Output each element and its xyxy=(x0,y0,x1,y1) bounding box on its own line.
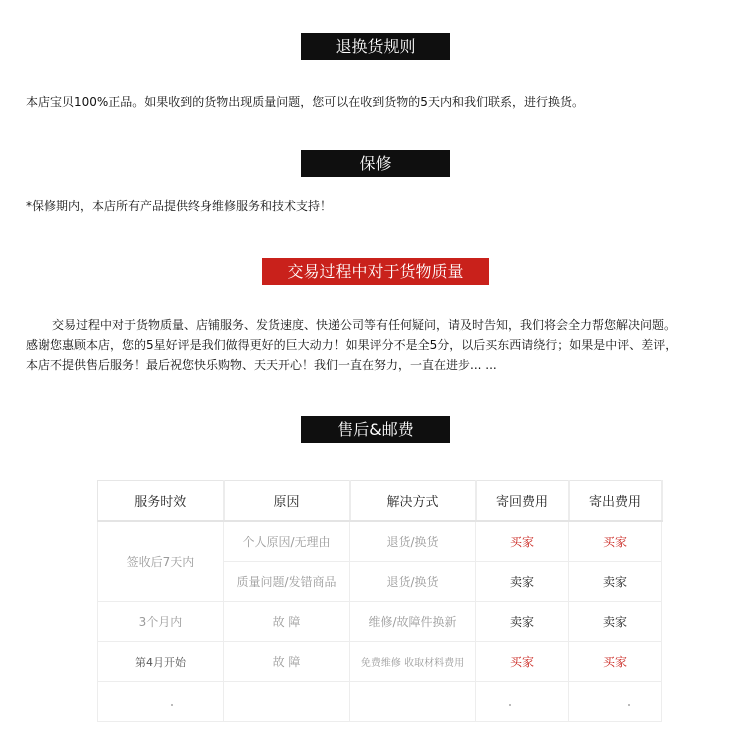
table-row xyxy=(98,642,662,682)
returns-title: 退换货规则 xyxy=(335,37,416,56)
cell-return-fee: 卖家 xyxy=(476,602,569,642)
cell-solution: 退货/换货 xyxy=(350,521,476,562)
table-row xyxy=(98,602,662,642)
dot-mark xyxy=(509,704,511,706)
aftersales-title: 售后&邮费 xyxy=(337,420,414,439)
quality-line-1: 交易过程中对于货物质量、店铺服务、发货速度、快递公司等有任何疑问，请及时告知，我们将会全力帮您解决问题。 xyxy=(52,318,677,332)
cell-ship-fee: 卖家 xyxy=(569,602,662,642)
cell-period: 签收后7天内 xyxy=(98,521,224,602)
cell-period: 3个月内 xyxy=(98,602,224,642)
aftersales-title-banner xyxy=(301,416,450,443)
header-ship-fee: 寄出费用 xyxy=(569,481,662,522)
cell-return-fee: 买家 xyxy=(476,521,569,562)
cell-empty xyxy=(476,682,569,722)
header-period: 服务时效 xyxy=(98,481,224,522)
returns-title-banner xyxy=(301,33,450,60)
cell-ship-fee: 买家 xyxy=(569,642,662,682)
header-solution: 解决方式 xyxy=(350,481,476,522)
warranty-text: *保修期内，本店所有产品提供终身维修服务和技术支持！ xyxy=(26,199,333,213)
cell-reason: 质量问题/发错商品 xyxy=(224,562,350,602)
cell-reason: 故 障 xyxy=(224,602,350,642)
warranty-title-banner xyxy=(301,150,450,177)
cell-period: 第4月开始 xyxy=(98,642,224,682)
cell-solution: 免费维修 收取材料费用 xyxy=(350,642,476,682)
table-header-row xyxy=(98,481,662,522)
cell-return-fee: 买家 xyxy=(476,642,569,682)
table-row xyxy=(98,521,662,562)
cell-ship-fee: 卖家 xyxy=(569,562,662,602)
cell-solution: 退货/换货 xyxy=(350,562,476,602)
quality-line-3: 本店不提供售后服务！最后祝您快乐购物、天天开心！我们一直在努力，一直在进步... ... xyxy=(26,358,497,372)
returns-text: 本店宝贝100%正品。如果收到的货物出现质量问题，您可以在收到货物的5天内和我们联系，进行换货。 xyxy=(26,95,584,109)
dot-mark xyxy=(171,704,173,706)
cell-empty xyxy=(569,682,662,722)
quality-paragraph xyxy=(26,315,726,375)
cell-empty xyxy=(350,682,476,722)
quality-title: 交易过程中对于货物质量 xyxy=(287,262,464,281)
cell-reason: 故 障 xyxy=(224,642,350,682)
cell-empty xyxy=(224,682,350,722)
header-return-fee: 寄回费用 xyxy=(476,481,569,522)
header-reason: 原因 xyxy=(224,481,350,522)
warranty-title: 保修 xyxy=(359,154,392,173)
cell-solution: 维修/故障件换新 xyxy=(350,602,476,642)
table-row-empty xyxy=(98,682,662,722)
aftersales-table xyxy=(97,480,663,722)
dot-mark xyxy=(628,704,630,706)
cell-ship-fee: 买家 xyxy=(569,521,662,562)
cell-return-fee: 卖家 xyxy=(476,562,569,602)
quality-title-banner xyxy=(262,258,489,285)
cell-empty xyxy=(98,682,224,722)
cell-reason: 个人原因/无理由 xyxy=(224,521,350,562)
quality-line-2: 感谢您惠顾本店，您的5星好评是我们做得更好的巨大动力！如果评分不是全5分，以后买东西请绕行；如果是中评、差评， xyxy=(26,338,678,352)
